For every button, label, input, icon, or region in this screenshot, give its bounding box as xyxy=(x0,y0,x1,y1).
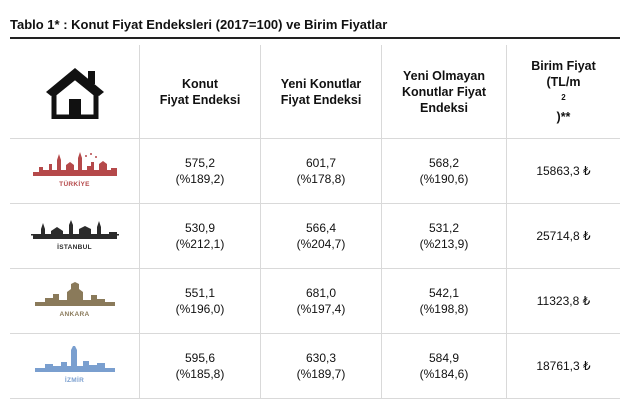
cell-birim-fiyat: 11323,8 ₺ xyxy=(506,269,620,333)
house-icon xyxy=(44,65,106,119)
cell-birim-fiyat: 18761,3 ₺ xyxy=(506,334,620,398)
header-yeni-olmayan: Yeni Olmayan Konutlar Fiyat Endeksi xyxy=(381,45,506,138)
table-row xyxy=(10,139,620,204)
city-logo-turkiye: TÜRKİYE xyxy=(10,139,139,203)
skyline-icon xyxy=(31,217,119,239)
cell-yeni: 566,4 (%204,7) xyxy=(260,204,381,268)
cell-yeni-olmayan: 542,1 (%198,8) xyxy=(381,269,506,333)
skyline-icon xyxy=(31,344,119,372)
cell-yeni-olmayan: 531,2 (%213,9) xyxy=(381,204,506,268)
table-row xyxy=(10,204,620,269)
cell-konut: 595,6 (%185,8) xyxy=(139,334,260,398)
cell-birim-fiyat: 25714,8 ₺ xyxy=(506,204,620,268)
cell-yeni-olmayan: 568,2 (%190,6) xyxy=(381,139,506,203)
house-cell xyxy=(10,45,139,138)
table-row xyxy=(10,269,620,334)
cell-birim-fiyat: 15863,3 ₺ xyxy=(506,139,620,203)
header-konut-fiyat-endeksi: Konut Fiyat Endeksi xyxy=(139,45,260,138)
cell-konut: 575,2 (%189,2) xyxy=(139,139,260,203)
header-yeni-konutlar: Yeni Konutlar Fiyat Endeksi xyxy=(260,45,381,138)
header-birim-fiyat: Birim Fiyat (TL/m $^2$ )** xyxy=(506,45,620,138)
cell-yeni: 681,0 (%197,4) xyxy=(260,269,381,333)
cell-yeni-olmayan: 584,9 (%184,6) xyxy=(381,334,506,398)
price-index-table xyxy=(10,45,620,399)
cell-konut: 551,1 (%196,0) xyxy=(139,269,260,333)
table-row xyxy=(10,334,620,399)
city-logo-izmir: İZMİR xyxy=(10,334,139,398)
cell-konut: 530,9 (%212,1) xyxy=(139,204,260,268)
city-logo-ankara: ANKARA xyxy=(10,269,139,333)
city-logo-istanbul: İSTANBUL xyxy=(10,204,139,268)
cell-yeni: 630,3 (%189,7) xyxy=(260,334,381,398)
table-title: Tablo 1* : Konut Fiyat Endeksleri (2017=100) ve Birim Fiyatlar xyxy=(10,17,620,39)
skyline-icon xyxy=(31,280,119,306)
cell-yeni: 601,7 (%178,8) xyxy=(260,139,381,203)
table-header-row xyxy=(10,45,620,139)
skyline-icon xyxy=(31,150,119,176)
